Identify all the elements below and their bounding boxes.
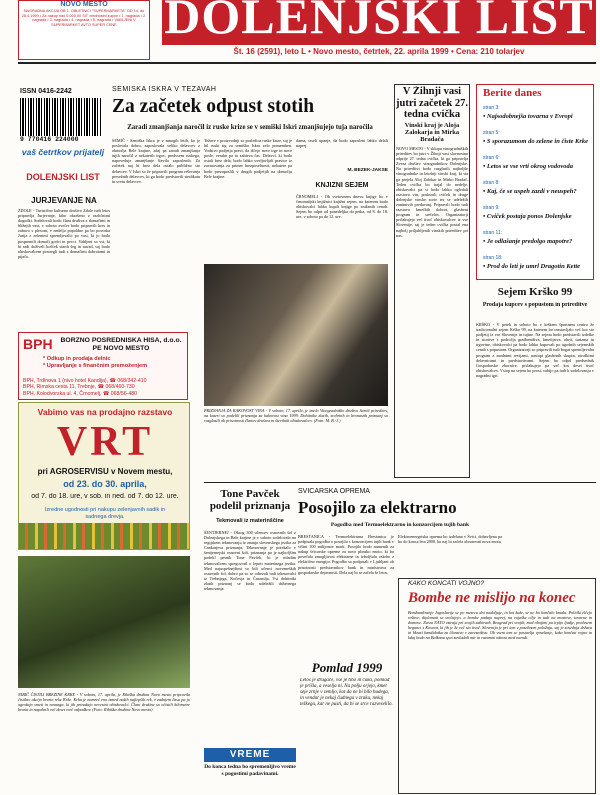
- berite-item-page: stran 9:: [483, 205, 500, 211]
- sejem-deck: Prodaja kupcev s popustom in prireditve: [482, 302, 588, 308]
- weather-title: VREME: [229, 749, 271, 760]
- bph-services: [43, 356, 187, 370]
- wine-awards-photo: [204, 264, 388, 406]
- bph-address-1: BPH, Trdinova 1 (nivo hotel Kandija), ☎ 068/342-410: [23, 378, 147, 384]
- main-kicker: SEMIŠKA ISKRA V TEŽAVAH: [112, 86, 217, 93]
- river-cleanup-caption: NIBIČ ČISTILI BREZINE KRKE - V soboto, 17. aprila, je Ribiška družina Novo mesto pripravila čistilno akcijo brezin reke Krke. Krka je namreč eno izmed naših najlepših rek, v zadnjem času pa jo ogrožajo smeti in nesnaga, ki jih prinašajo nevestni obiskovalci. Člani družine so očistili kilometre brezin in napolnili več deset vreč odpadkov. (Foto: Ribiška družina Novo mesto): [18, 692, 190, 713]
- main-deck: Zaradi zmanjšanja naročil iz ruske krize se v semiški Iskri zmanjšujejo tuja naročila: [127, 124, 373, 131]
- pavcek-headline: Tone Pavček podelil priznanja: [209, 488, 291, 512]
- berite-danes-title: Berite danes: [483, 87, 542, 99]
- paper-slogan-name: DOLENJSKI LIST: [26, 172, 100, 182]
- berite-item-text: • Je odlašanje predolgo mapotre?: [483, 237, 573, 245]
- bph-addresses: [23, 378, 187, 397]
- berite-item-text: • Kaj, če se uspeh zazdi v neuspeh?: [483, 187, 577, 195]
- berite-item-page: stran 6:: [483, 155, 500, 161]
- bombe-text: Bombardiranje Jugoslavije se po mesecu dni nadaljuje, in kot kaže, se ne bo končalo kmalu. Politiki iščejo rešitve, diplomati se srečujejo, a bombe padajo naprej, na vojaške cilje in tudi na mostove, tovarne in domove. Zveza NATO vztraja pri svojih zahtevah, Beograd pri svojih, med obojimi pa trpijo ljudje, predvsem begunci s Kosova, ki jih je že več sto tisoč. Slovenija je pri tem v posebnem položaju, saj je sosednja država in hkrati kandidatka za članstvo v zavezništvu. Ob vsem tem se postavlja vprašanje, kako končati vojno in kdaj bodo na Balkanu spet zavladali mir in razumni odnosi med narodi.: [408, 610, 592, 641]
- berite-item[interactable]: [483, 205, 589, 220]
- pavcek-text: ŠENTJERNEJ - Okrog 300 učencev osnovnih šol z Dolenjskega in Bele krajine je v soboto sodelovalo na regijskem tekmovanju iz znanja slovenskega jezika za Cankarjeva priznanja. Tekmovanje je potekalo v šentjernejski osnovni šoli, priznanja pa je najboljšim podelil pesnik Tone Pavček, ki je mladim tekmovalcem spregovoril o lepoti materinega jezika. Med najuspešnejšimi so bili učenci novomeških osnovnih šol, dobro pa so se odrezali tudi tekmovalci iz Trebnjega, Kočevja in Črnomlja. Vsi dobitniki zlatih priznanj se bodo udeležili državnega tekmovanja.: [204, 530, 296, 592]
- bombe-kicker: KAKO KONČATI VOJNO?: [408, 580, 485, 587]
- berite-item-page: stran 18:: [483, 255, 503, 261]
- berite-item[interactable]: [483, 130, 589, 145]
- vinski-text: NOVO MESTO - V sklopu vinogradniških prireditev bo jutri v Žihnji vasi slavnostno odprtje 27. tedna cvička, ki ga pripravlja Zveza društev vinogradnikov Dolenjske. Na prireditvi bodo razglasili najboljše vinogradnike in letošnji vinski kraj, ki sta ga prejela Aloj Zalokar in Mirko Bradač. Teden cvička bo trajal do nedelje, obiskovalci pa si bodo lahko ogledali razstavo vin, poskusili cviček in druge dolenjske vinske sorte ter se udeležili zanimivih predavanj. Pripravili bodo tudi razstavo kmečkih dobrot, glasbeni program in srečelov. Organizatorji pričakujejo več tisoč obiskovalcev iz vse Slovenije, saj je teden cvička postal ena najbolj priljubljenih vinskih prireditev pri nas.: [396, 146, 468, 238]
- bombe-headline: Bombe ne mislijo na konec: [408, 590, 576, 606]
- vrt-place: pri AGROSERVISU v Novem mestu,: [37, 467, 173, 476]
- knjizni-sejem-title: KNJIŽNI SEJEM: [315, 182, 369, 189]
- svicarska-column-2: Elektroenergetska oprema bo izdelana v Švici, dobavljena pa bo do konca leta 2000, ko naj bi začela obratovati nova enota.: [398, 534, 502, 545]
- pomlad-text: Letos je drugače, vse je tiho in čaka, pomlad je prišla, a veselja ni. Na polju orjejo, kmet seje zrnje v zemljo, kot da ne bi bilo hudega, in vendar je nekaj čudnega v zraku, nekaj težkega, kar ne pusti, da bi se srce razveselilo.: [300, 678, 393, 707]
- berite-item-page: stran 3:: [483, 105, 500, 111]
- vrt-hours: od 7. do 18. ure, v sob. in ned. od 7. do 12. ure.: [31, 493, 179, 500]
- vrt-word: VRT: [56, 421, 154, 463]
- wine-awards-caption: PRIZNANJA ZA KAKOVOST VINA - V soboto, 17. aprila, je imelo Vinogradniško društvo Semič prireditev, na kateri so podelili priznanja za kakovost vina 1999. Dobitnike zlatih, srebrnih in bronastih priznanj so razglasili ob prisotnosti članov društva in številnih obiskovalcev. (Foto: M. B.-J.): [204, 408, 388, 424]
- bph-address-2: BPH, Rimska cesta 11, Trebnje, ☎ 068/460-730: [23, 384, 135, 391]
- flower-border-graphic: [19, 523, 190, 549]
- main-column-3: darna, izseli upanje, da bodo zaposleni lahko delali naprej.: [296, 138, 388, 149]
- berite-item[interactable]: [483, 155, 589, 170]
- berite-item[interactable]: [483, 230, 589, 245]
- knjizni-sejem-text: ČRNOMELJ - Ob svetovnem dnevu knjige bo v črnomaljski knjižnici knjižni sejem, na katerem bodo obiskovalci lahko kupili knjige po znižanih cenah. Sejem bo odprt od ponedeljka do petka, od 8. do 18. ure, v soboto pa do 12. ure.: [296, 194, 388, 220]
- svicarska-deck: Pogodba med Termoelektrarno in konzorcijem tujih bank: [330, 522, 470, 528]
- berite-item[interactable]: [483, 105, 589, 120]
- sejem-text: KRŠKO - V petek in soboto bo v krškem športnem centru že tradicionalni sejem Krško 99, na katerem bo razstavljalo več kot sto podjetij iz vse Slovenije in tujine. Na sejmu bodo predstavili izdelke in storitve s področja gradbeništva, kmetijstva, obrti, turizma in trgovine, obiskovalci pa bodo lahko kupovali po ugodnih sejemskih cenah s popustom. Organizatorji so pripravili tudi bogat spremljevalni program z modnimi revijami, nastopi glasbenih skupin, otroškimi delavnicami in predstavitvami. Sejem bo odprl predsednik Gospodarske zbornice, pričakujejo pa več kot deset tisoč obiskovalcev. Vstop na sejem bo prost, vabijo pa tudi k sodelovanju v nagradni igri.: [476, 322, 594, 378]
- main-column-1: SEMIČ - Semiška Iskra je v mnogih letih, ko je poslovala dobro, zaposlovala veliko delavcev z območja Bele krajine, zdaj pa zaradi zmanjšanja tujih naročil z nekaterih trgov, predvsem ruskega, napoveduje zmanjšanje števila zaposlenih. Za začetek naj bi brez dela ostalo približno sto delavcev. V Iskri so že pripravili program reševanja presežnih delavcev, ki ga bodo predstavili sindikatu in svetu delavcev.: [112, 138, 200, 184]
- berite-item-text: • Cviček postaja ponos Dolenjske: [483, 212, 572, 220]
- barcode-graphic: [20, 98, 102, 136]
- weather-text: Do konca tedna bo spremenljivo vreme s pogostimi padavinami.: [204, 764, 296, 777]
- bph-logo: BPH: [23, 336, 53, 352]
- jurjevanje-title: JURJEVANJE NA: [31, 196, 97, 205]
- sejem-headline: Sejem Krško 99: [497, 286, 573, 298]
- svicarska-kicker: ŠVICARSKA OPREMA: [298, 488, 370, 495]
- berite-item-text: • Najsodobnejša tovarna v Evropi: [483, 112, 573, 120]
- vrt-offer: Izredne ugodnosti pri nakupu zelenjavnih sadik in sadnega drevja.: [44, 507, 166, 520]
- vinski-deck: Vinski kraj je Aloja Zalokarja in Mirka Bradača: [404, 122, 460, 143]
- bph-service-1: * Odkup in prodaja delnic: [43, 356, 111, 362]
- bph-address-3: BPH, Kolodvorska ul. 4, Črnomelj, ☎ 068/56-480: [23, 390, 138, 397]
- berite-item-text: • Prod do leti je umrl Dragotin Kette: [483, 262, 581, 270]
- svicarska-column-1: BRESTANICA - Termoelektrarna Brestanica je podpisala pogodbo o posojilu s konzorcijem tujih bank v višini 100 milijonov mark. Posojilo bodo namenili za nakup švicarske opreme za novo plinsko enoto, ki bo povečala zmogljivost elektrarne in izboljšala oskrbo z električno energijo. Pogodbo so podpisali v Ljubljani ob prisotnosti predstavnikov bank in ministrstva za gospodarske dejavnosti. Dela naj bi se začela še letos.: [298, 534, 394, 575]
- berite-item-page: stran 11:: [483, 230, 503, 236]
- issn-label: ISSN 0416-2242: [20, 88, 72, 95]
- vrt-invite: Vabimo vas na prodajno razstavo: [37, 407, 173, 417]
- berite-danes-box: [476, 84, 594, 280]
- pavcek-deck: Tekmovali iz materinščine: [216, 518, 284, 524]
- bph-name: BORZNO POSREDNIŠKA HIŠA, d.o.o. PE NOVO MESTO: [60, 337, 182, 352]
- promo-text: NAGRADNA AKCIJA OB 1. OBLETNICI "SUPERMARKETA" OD 14. do 28.4.1999 • Za nakup nad 5.000,00 SIT vrednostni kupon • 1. nagrada • 2. nagrada • 3. nagrada • 4. nagrada • 5. nagrada • VABLJENI V SUPERMARKET AVTO SUPER CENE: [21, 9, 147, 27]
- supermarket-promo-box: [18, 0, 150, 60]
- vrt-dates: od 23. do 30. aprila,: [63, 479, 147, 489]
- weather-banner: [204, 748, 296, 762]
- svicarska-headline: Posojilo za elektrarno: [298, 498, 457, 517]
- river-cleanup-photo: [18, 556, 190, 688]
- issue-line: Št. 16 (2591), leto L • Novo mesto, četrtek, 22. aprila 1999 • Cena: 210 tolarjev: [233, 47, 525, 56]
- berite-item[interactable]: [483, 255, 589, 270]
- barcode-number: 9 770416 224000: [20, 136, 79, 143]
- berite-item-text: • Letos se vse vrti okrog vodovoda: [483, 162, 574, 170]
- main-column-2: Težave v proizvodnji so posledica ruske krize, saj je bil ruski trg za semiško Iskro zelo pomemben. Vodstvo podjetja pravi, da iščejo nove trge in nove posle, vendar pa to zahteva čas. Delavci, ki bodo ostali brez dela, bodo lahko uveljavljali pravice iz zavarovanja za primer brezposelnosti, nekatere pa bodo prezaposlili v drugih podjetjih na območju Bele krajine.: [204, 138, 292, 179]
- header-divider: [18, 62, 596, 64]
- bph-advert: [18, 332, 188, 400]
- jurjevanje-text: ZDOLE - Turistično kulturno društvo Zdole tudi letos pripravlja Jurjevanje, kibo okrašeno z različnimi dogodki. Sodelovali bodo člani društva z domačimi in bližnjih vasi, v soboto zvečer bodo pripravili kres in zabavo s plesom, v nedeljo popoldne pa bo povorka Jurija z zelenimi spremljevalci po vasi, ki jo bodo pospremili domači godci in pevci. Vabljeni so vsi, ki bi radi doživeli košček starih šeg in navad, saj bodo obiskovalcem postregli tudi z domačimi dobrotami in pijačo.: [18, 208, 110, 259]
- berite-item-text: • S sporazumom do zelene in čiste Krke: [483, 137, 589, 145]
- vrt-advert: [18, 402, 190, 550]
- berite-item-page: stran 8:: [483, 180, 500, 186]
- berite-item-page: stran 5:: [483, 130, 500, 136]
- masthead-title: DOLENJSKI LIST: [164, 0, 594, 44]
- main-headline: Za začetek odpust stotih: [112, 96, 315, 117]
- masthead: [162, 0, 596, 45]
- paper-slogan: vaš četrtkov prijatelj: [21, 148, 105, 157]
- vinski-headline: V Žihnji vasi jutri začetek 27. tedna cvička: [396, 86, 468, 120]
- promo-title: NOVO MESTO: [60, 1, 108, 8]
- pomlad-title: Pomlad 1999: [311, 660, 383, 675]
- bph-service-2: * Upravljanje s finančnim premoženjem: [43, 363, 148, 369]
- main-byline: M. BEZEK-JAKŠE: [347, 168, 388, 173]
- berite-item[interactable]: [483, 180, 589, 195]
